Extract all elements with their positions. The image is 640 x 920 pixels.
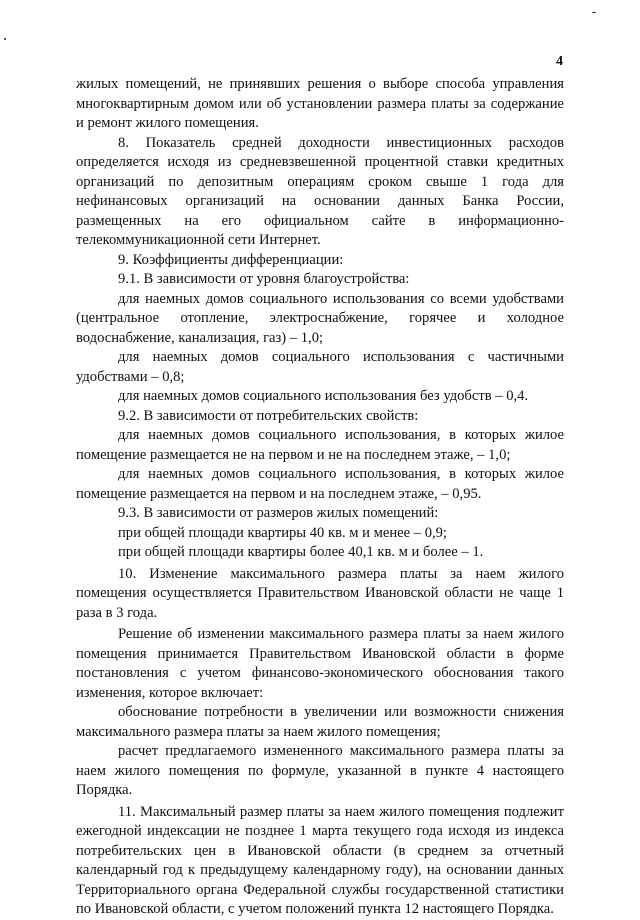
document-body	[76, 75, 564, 920]
paragraph-item-9: 9. Коэффициенты дифференциации:	[118, 251, 344, 268]
paragraph-item-9-2: 9.2. В зависимости от потребительских свойств:	[118, 407, 419, 424]
paragraph-item-9-1: 9.1. В зависимости от уровня благоустройства:	[118, 271, 410, 287]
paragraph-middle-floor: для наемных домов социального использования, в которых жилое помещение размещается не на первом и не на последнем этаже, – 1,0;	[76, 427, 564, 463]
paragraph-first-last-floor: для наемных домов социального использования, в которых жилое помещение размещается на первом и на последнем этаже, – 0,95.	[76, 466, 564, 502]
paragraph-decision: Решение об изменении максимального размера платы за наем жилого помещения принимается Правительством Ивановской области в форме постановления с учетом финансово-экономического обоснования такого изменения, которое включает:	[76, 626, 564, 701]
paragraph-continuation: жилых помещений, не принявших решения о выборе способа управления многоквартирным домом или об установлении размера платы за содержание и ремонт жилого помещения.	[76, 76, 564, 131]
paragraph-area-small: при общей площади квартиры 40 кв. м и менее – 0,9;	[118, 524, 447, 541]
paragraph-item-10: 10. Изменение максимального размера платы за наем жилого помещения осуществляется Правительством Ивановской области не чаще 1 раза в 3 года.	[76, 565, 564, 621]
scan-speck	[592, 12, 596, 13]
page-number: 4	[556, 54, 563, 69]
paragraph-full-amenities: для наемных домов социального использования со всеми удобствами (центральное отопление, электроснабжение, горячее и холодное водоснабжение, канализация, газ) – 1,0;	[76, 290, 564, 346]
paragraph-no-amenities: для наемных домов социального использования без удобств – 0,4.	[118, 388, 529, 404]
paragraph-item-8: 8. Показатель средней доходности инвестиционных расходов определяется исходя из средневзвешенной процентной ставки кредитных организаций по депозитным операциям сроком свыше 1 года для нефинансовых организаций на основании данных Банка России, размещенных на его официальном сайте в информационно-телекоммуникационной сети Интернет.	[76, 134, 564, 248]
paragraph-item-11: 11. Максимальный размер платы за наем жилого помещения подлежит ежегодной индексации не позднее 1 марта текущего года исходя из индекса потребительских цен в Ивановской области (в среднем за отчетный календарный год к предыдущему календарному году), на основании данных Территориального органа Федеральной службы государственной статистики по Ивановской области, с учетом положений пункта 12 настоящего Порядка.	[76, 803, 564, 917]
paragraph-calculation: расчет предлагаемого измененного максимального размера платы за наем жилого помещения по формуле, указанной в пункте 4 настоящего Порядка.	[76, 743, 564, 798]
scan-speck	[4, 38, 6, 40]
paragraph-partial-amenities: для наемных домов социального использования с частичными удобствами – 0,8;	[76, 349, 564, 385]
paragraph-item-9-3: 9.3. В зависимости от размеров жилых помещений:	[118, 505, 439, 521]
paragraph-area-large: при общей площади квартиры более 40,1 кв. м и более – 1.	[118, 544, 484, 560]
paragraph-justification: обоснование потребности в увеличении или возможности снижения максимального размера платы за наем жилого помещения;	[76, 704, 564, 740]
